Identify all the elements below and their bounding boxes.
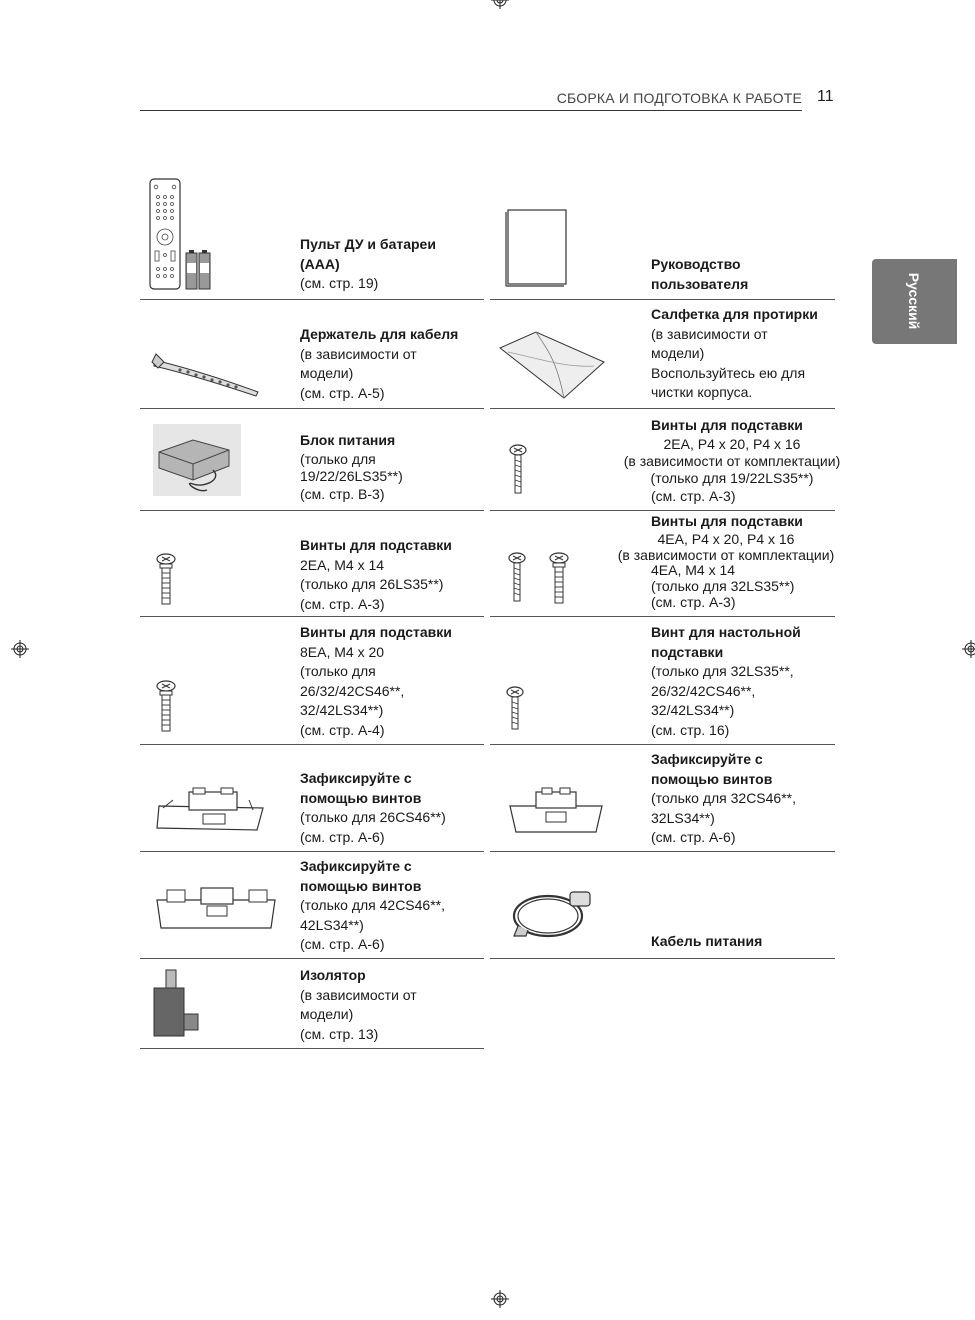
- screw-icon: [505, 686, 525, 732]
- item-manual-text: Руководство пользователя: [651, 256, 749, 292]
- screw-icon: [508, 444, 528, 496]
- isolator-icon: [152, 968, 202, 1038]
- stand-bracket-icon: [153, 786, 267, 834]
- header-divider: [140, 110, 802, 111]
- divider: [140, 299, 484, 300]
- item-stand-screws-c-title: Винты для подставки: [651, 513, 803, 529]
- divider: [490, 616, 835, 617]
- item-fix-b-text: Зафиксируйте с помощью винтов (только для 32CS46**, 32LS34**) (см. стр. A-6): [651, 751, 797, 845]
- section-title: СБОРКА И ПОДГОТОВКА К РАБОТЕ: [556, 90, 802, 106]
- divider: [490, 744, 835, 745]
- screw-icon: [507, 552, 527, 604]
- item-stand-screws-b-text: Винты для подставки 2EA, M4 x 14 (только для 26LS35**) (см. стр. A-3): [300, 537, 452, 612]
- registration-mark-right-icon: [962, 640, 975, 658]
- item-remote-text: Пульт ДУ и батареи (AAA) (см. стр. 19): [300, 236, 436, 291]
- item-stand-screws-a-title: Винты для подставки: [651, 417, 803, 433]
- divider: [140, 510, 484, 511]
- cleaning-cloth-icon: [496, 328, 608, 402]
- item-stand-screws-c-more: 4EA, M4 x 14 (только для 32LS35**) (см. стр. A-3): [651, 562, 795, 610]
- registration-mark-top-icon: [491, 0, 509, 9]
- divider: [140, 744, 484, 745]
- divider: [490, 408, 835, 409]
- item-stand-screws-a-ref: (см. стр. A-3): [651, 488, 736, 504]
- divider: [140, 408, 484, 409]
- stand-bracket-icon: [506, 786, 606, 836]
- item-fix-c-text: Зафиксируйте с помощью винтов (только для 42CS46**, 42LS34**) (см. стр. A-6): [300, 858, 446, 952]
- item-cloth-text: Салфетка для протирки (в зависимости от модели) Воспользуйтесь ею для чистки корпуса.: [651, 306, 818, 400]
- divider: [490, 851, 835, 852]
- item-stand-screws-a-text: 2EA, P4 x 20, P4 x 16 (в зависимости от комплектации) (только для 19/22LS35**): [623, 436, 841, 486]
- item-stand-screws-c-text: 4EA, P4 x 20, P4 x 16 (в зависимости от комплектации): [617, 531, 835, 563]
- divider: [140, 1048, 484, 1049]
- divider: [490, 958, 835, 959]
- user-manual-icon: [503, 206, 571, 288]
- registration-mark-left-icon: [11, 640, 29, 658]
- language-tab-label: Русский: [906, 272, 922, 330]
- item-power-adapter-text: Блок питания (только для 19/22/26LS35**) (см. стр. B-3): [300, 432, 403, 502]
- item-desk-stand-screw-text: Винт для настольной подставки (только для 32LS35**, 26/32/42CS46**, 32/42LS34**) (см. стр. 16): [651, 624, 801, 738]
- power-adapter-icon: [153, 424, 241, 496]
- item-isolator-text: Изолятор (в зависимости от модели) (см. стр. 13): [300, 967, 417, 1042]
- machine-screw-icon: [155, 680, 177, 734]
- page-number: 11: [817, 88, 834, 105]
- language-tab: [872, 259, 957, 344]
- item-fix-a-text: Зафиксируйте с помощью винтов (только для 26CS46**) (см. стр. A-6): [300, 770, 446, 845]
- item-stand-screws-d-text: Винты для подставки 8EA, M4 x 20 (только для 26/32/42CS46**, 32/42LS34**) (см. стр. A-4): [300, 624, 452, 738]
- divider: [140, 616, 484, 617]
- divider: [490, 299, 835, 300]
- cable-holder-icon: [150, 348, 262, 398]
- machine-screw-icon: [548, 552, 570, 606]
- divider: [140, 958, 484, 959]
- stand-bracket-icon: [153, 884, 279, 932]
- registration-mark-bottom-icon: [491, 1290, 509, 1308]
- item-power-cable-text: Кабель питания: [651, 933, 763, 949]
- item-cable-holder-text: Держатель для кабеля (в зависимости от модели) (см. стр. A-5): [300, 326, 459, 401]
- machine-screw-icon: [155, 553, 177, 607]
- power-cable-icon: [508, 886, 600, 944]
- divider: [140, 851, 484, 852]
- remote-control-icon: [146, 177, 216, 293]
- divider: [490, 510, 835, 511]
